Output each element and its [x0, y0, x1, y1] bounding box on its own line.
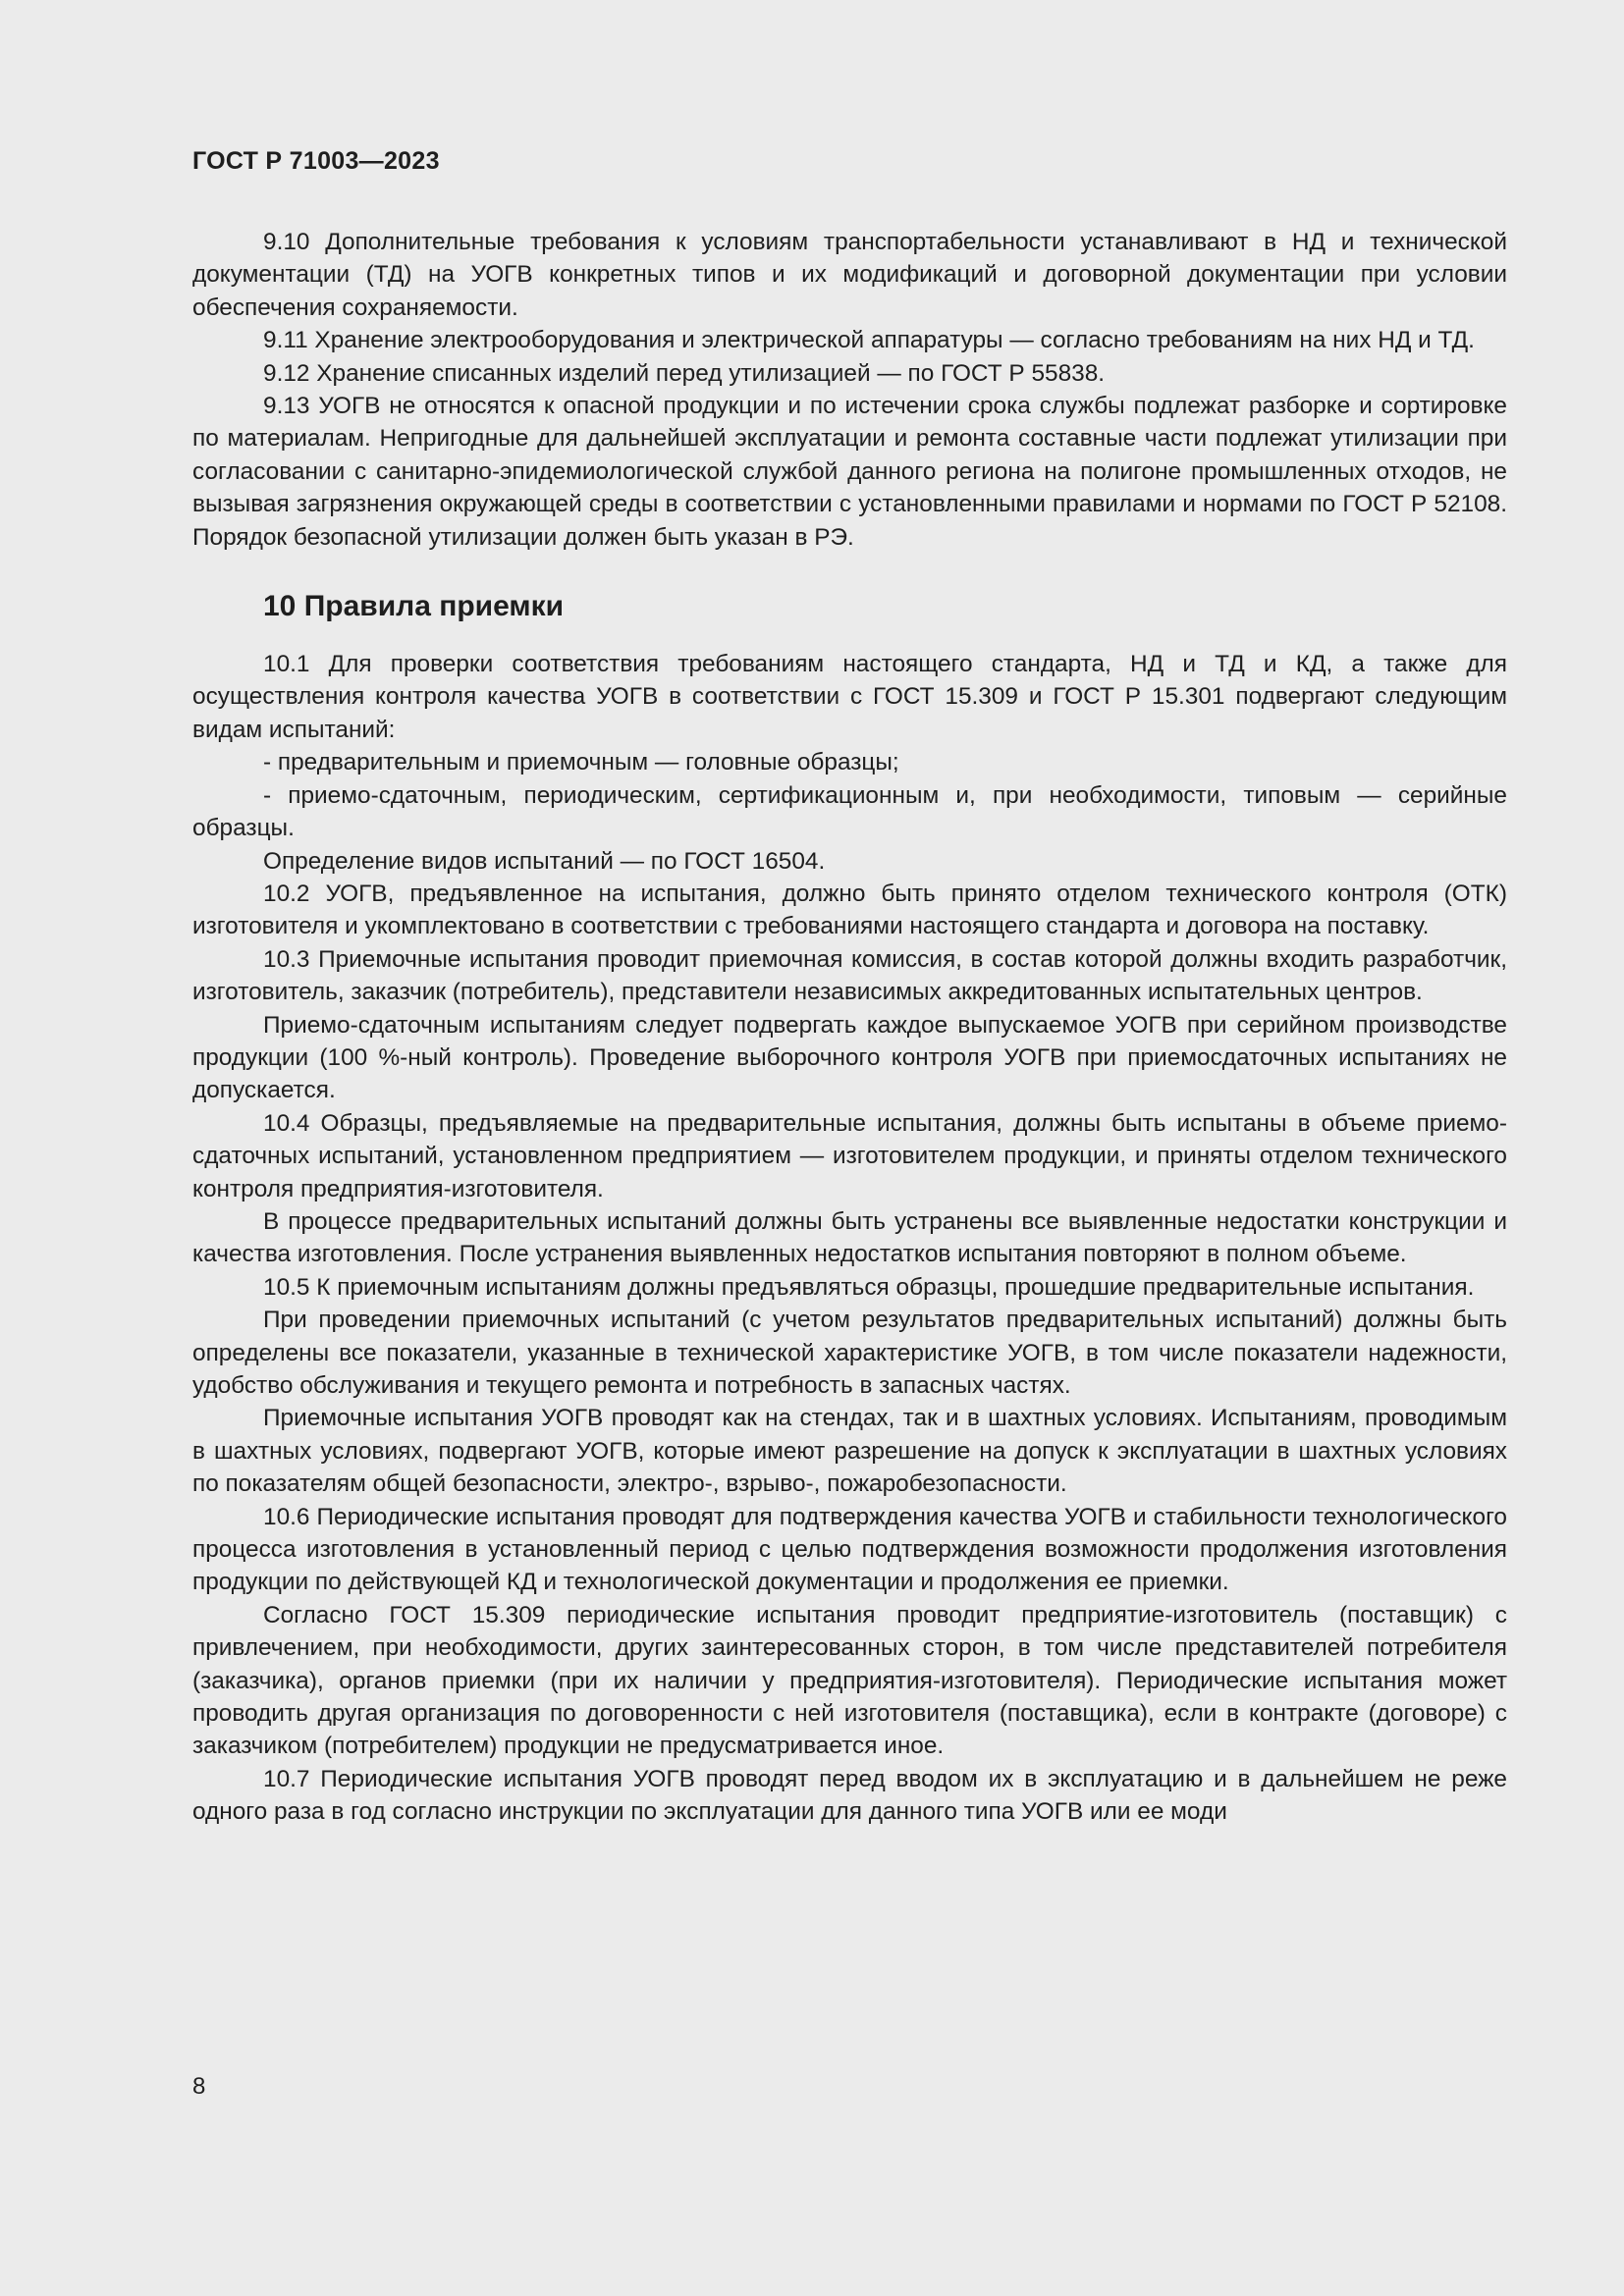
paragraph-9-12: 9.12 Хранение списанных изделий перед утилизацией — по ГОСТ Р 55838.: [263, 359, 1106, 387]
paragraph-10-5: 10.5 К приемочным испытаниям должны предъявляться образцы, прошедшие предварительные испытания.: [263, 1273, 1475, 1301]
paragraph-9-10: 9.10 Дополнительные требования к условиям транспортабельности устанавливают в НД и технической документации (ТД) на УОГВ конкретных типов и их модификаций и договорной документации при условии обеспечения сохраняемости.: [192, 229, 1507, 321]
page-number: 8: [192, 2073, 206, 2100]
paragraph-10-1: 10.1 Для проверки соответствия требованиям настоящего стандарта, НД и ТД и КД, а также для осуществления контроля качества УОГВ в соответствии с ГОСТ 15.309 и ГОСТ Р 15.301 подвергают следующим видам испытаний:: [192, 651, 1507, 743]
page-body: [192, 226, 1507, 1829]
document-header: ГОСТ Р 71003—2023: [192, 147, 440, 175]
paragraph-10-6: 10.6 Периодические испытания проводят для подтверждения качества УОГВ и стабильности технологического процесса изготовления в установленный период с целью подтверждения возможности продолжения изготовления продукции по действующей КД и технологической документации и продолжения ее приемки.: [192, 1503, 1507, 1596]
paragraph: Определение видов испытаний — по ГОСТ 16504.: [263, 847, 826, 875]
paragraph: Приемо-сдаточным испытаниям следует подвергать каждое выпускаемое УОГВ при серийном производстве продукции (100 %-ный контроль). Проведение выборочного контроля УОГВ при приемосдаточных испытаниях не допускается.: [192, 1011, 1507, 1104]
paragraph: Приемочные испытания УОГВ проводят как на стендах, так и в шахтных условиях. Испытаниям, проводимым в шахтных условиях, подвергают УОГВ, которые имеют разрешение на допуск к эксплуатации в шахтных условиях по показателям общей безопасности, электро-, взрыво-, пожаробезопасности.: [192, 1405, 1507, 1498]
paragraph: В процессе предварительных испытаний должны быть устранены все выявленные недостатки конструкции и качества изготовления. После устранения выявленных недостатков испытания повторяют в полном объеме.: [192, 1207, 1507, 1268]
paragraph-9-13: 9.13 УОГВ не относятся к опасной продукции и по истечении срока службы подлежат разборке и сортировке по материалам. Непригодные для дальнейшей эксплуатации и ремонта составные части подлежат утилизации при согласовании с санитарно-эпидемиологической службой данного региона на полигоне промышленных отходов, не вызывая загрязнения окружающей среды в соответствии с установленными правилами и нормами по ГОСТ Р 52108. Порядок безопасной утилизации должен быть указан в РЭ.: [192, 393, 1507, 551]
section-10-heading: 10 Правила приемки: [263, 590, 565, 623]
paragraph: Согласно ГОСТ 15.309 периодические испытания проводит предприятие-изготовитель (поставщик) с привлечением, при необходимости, других заинтересованных сторон, в том числе представителей потребителя (заказчика), органов приемки (при их наличии у предприятия-изготовителя). Периодические испытания может проводить другая организация по договоренности с ней изготовителя (поставщика), если в контракте (договоре) с заказчиком (потребителем) продукции не предусматривается иное.: [192, 1601, 1507, 1760]
paragraph-9-11: 9.11 Хранение электрооборудования и электрической аппаратуры — согласно требованиям на них НД и ТД.: [263, 327, 1475, 354]
paragraph: При проведении приемочных испытаний (с учетом результатов предварительных испытаний) должны быть определены все показатели, указанные в технической характеристике УОГВ, в том числе показатели надежности, удобство обслуживания и текущего ремонта и потребность в запасных частях.: [192, 1307, 1507, 1399]
paragraph-10-7: 10.7 Периодические испытания УОГВ проводят перед вводом их в эксплуатацию и в дальнейшем не реже одного раза в год согласно инструкции по эксплуатации для данного типа УОГВ или ее моди: [192, 1765, 1507, 1826]
paragraph-10-3: 10.3 Приемочные испытания проводит приемочная комиссия, в состав которой должны входить разработчик, изготовитель, заказчик (потребитель), представители независимых аккредитованных испытательных центров.: [192, 945, 1507, 1006]
paragraph-10-4: 10.4 Образцы, предъявляемые на предварительные испытания, должны быть испытаны в объеме приемо-сдаточных испытаний, установленном предприятием — изготовителем продукции, и приняты отделом технического контроля предприятия-изготовителя.: [192, 1109, 1507, 1202]
paragraph-10-2: 10.2 УОГВ, предъявленное на испытания, должно быть принято отделом технического контроля (ОТК) изготовителя и укомплектовано в соответствии с требованиями настоящего стандарта и договора на поставку.: [192, 880, 1507, 940]
list-item: - предварительным и приемочным — головные образцы;: [263, 749, 899, 776]
list-item: - приемо-сдаточным, периодическим, сертификационным и, при необходимости, типовым — серийные образцы.: [192, 781, 1507, 842]
